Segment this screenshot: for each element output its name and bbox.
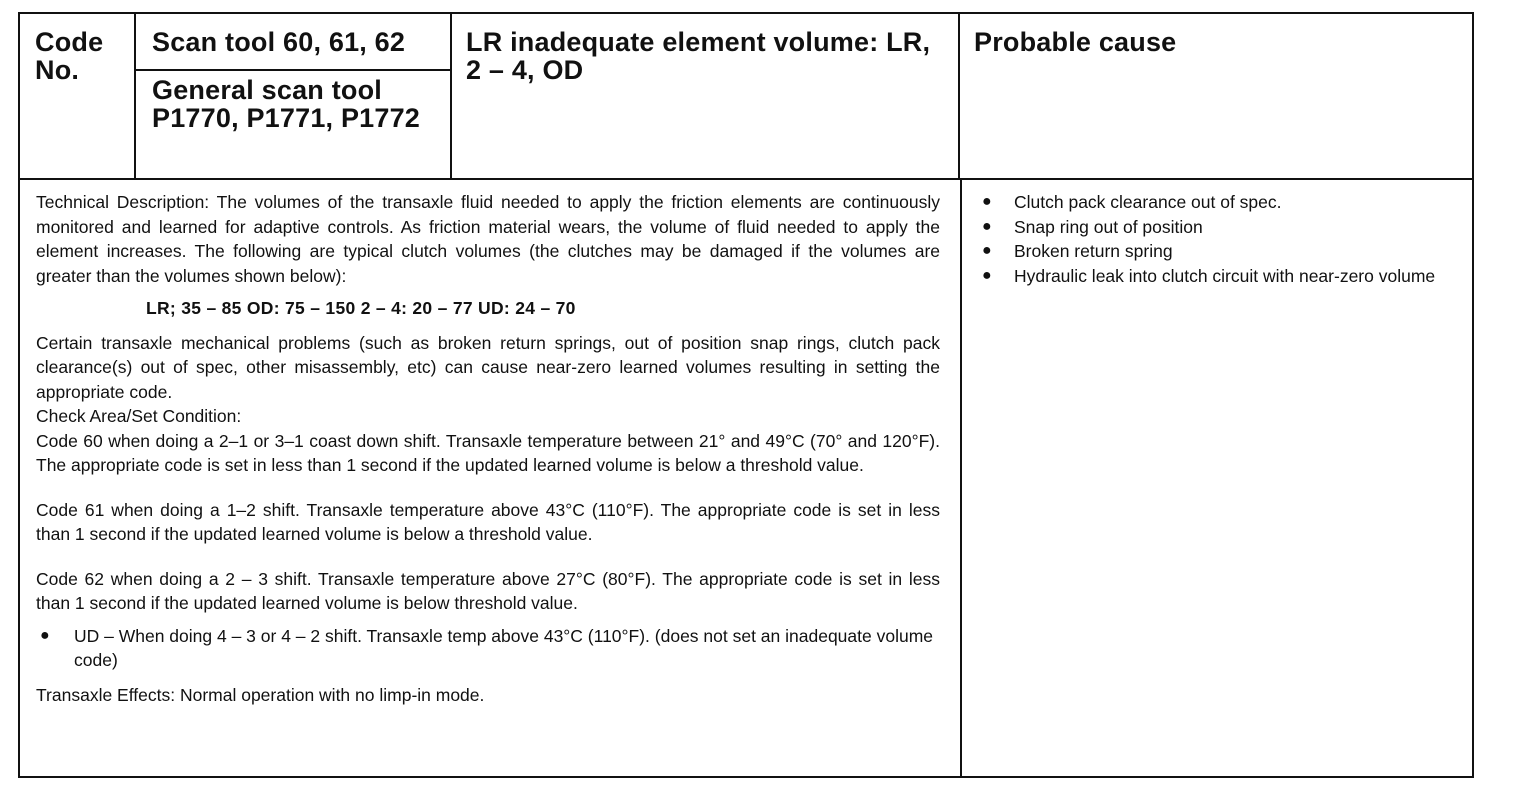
check-area-heading: Check Area/Set Condition: bbox=[36, 406, 242, 426]
lr-volume-title: LR inadequate element volume: LR, 2 – 4, OD bbox=[466, 27, 931, 85]
code-no-label: Code No. bbox=[35, 27, 104, 85]
list-item bbox=[978, 190, 1456, 215]
bullet-icon: ● bbox=[982, 193, 992, 210]
general-scan-tool-label: General scan tool P1770, P1771, P1772 bbox=[152, 75, 421, 133]
lr-volume-header bbox=[452, 14, 958, 178]
probable-cause-label: Probable cause bbox=[974, 27, 1177, 57]
scan-tool-divider bbox=[136, 69, 450, 71]
code-61-condition: Code 61 when doing a 1–2 shift. Transaxle temperature above 43°C (110°F). The appropriate code is set in less than 1 second if the updated learned volume is below a threshold value. bbox=[36, 499, 940, 544]
bullet-icon: ● bbox=[40, 626, 50, 644]
probable-cause-header bbox=[960, 14, 1472, 178]
scan-tool-codes-cell bbox=[136, 14, 450, 69]
list-item bbox=[978, 215, 1456, 240]
bullet-icon: ● bbox=[982, 266, 992, 284]
code-62-condition: Code 62 when doing a 2 – 3 shift. Transaxle temperature above 27°C (80°F). The appropriate code is set in less than 1 second if the updated learned volume is below threshold value. bbox=[36, 568, 940, 613]
table-body-row bbox=[20, 180, 1472, 776]
list-item bbox=[978, 239, 1456, 264]
probable-cause-cell bbox=[962, 180, 1472, 776]
description-cell bbox=[20, 180, 960, 776]
code-60-condition: Code 60 when doing a 2–1 or 3–1 coast down shift. Transaxle temperature between 21° and 49°C (70° and 120°F). The appropriate code is set in less than 1 second if the updated learned volume is below a threshold value. bbox=[36, 430, 940, 475]
technical-description: Technical Description: The volumes of the transaxle fluid needed to apply the friction elements are continuously monitored and learned for adaptive controls. As friction material wears, the volume of fluid needed to apply the element increases. The following are typical clutch volumes (the clutches may be damaged if the volumes are greater than the volumes shown below): bbox=[36, 192, 940, 286]
scan-tool-codes-label: Scan tool 60, 61, 62 bbox=[152, 27, 406, 57]
ud-bullet-text: UD – When doing 4 – 3 or 4 – 2 shift. Transaxle temp above 43°C (110°F). (does not set an inadequate volume code) bbox=[74, 625, 934, 670]
scan-tool-header bbox=[136, 14, 450, 178]
table-header-row bbox=[20, 14, 1472, 180]
diagnostic-code-table bbox=[18, 12, 1474, 778]
ud-bullet-item bbox=[36, 624, 940, 673]
general-scan-tool-cell bbox=[136, 76, 450, 132]
bullet-icon: ● bbox=[982, 217, 992, 235]
code-no-header bbox=[20, 14, 134, 178]
bullet-icon: ● bbox=[982, 242, 992, 259]
cause-text: Hydraulic leak into clutch circuit with near-zero volume bbox=[1014, 265, 1436, 286]
clutch-volumes-line: LR; 35 – 85 OD: 75 – 150 2 – 4: 20 – 77 UD: 24 – 70 bbox=[146, 298, 576, 318]
cause-text: Clutch pack clearance out of spec. bbox=[1014, 192, 1282, 212]
probable-cause-list bbox=[978, 190, 1456, 288]
cause-text: Broken return spring bbox=[1014, 241, 1173, 261]
mechanical-problems-text: Certain transaxle mechanical problems (such as broken return springs, out of position snap rings, clutch pack clearance(s) out of spec, other misassembly, etc) can cause near-zero learned volumes resulting in setting the appropriate code. bbox=[36, 332, 940, 402]
transaxle-effects: Transaxle Effects: Normal operation with no limp-in mode. bbox=[36, 684, 485, 705]
list-item bbox=[978, 264, 1456, 289]
cause-text: Snap ring out of position bbox=[1014, 216, 1203, 237]
